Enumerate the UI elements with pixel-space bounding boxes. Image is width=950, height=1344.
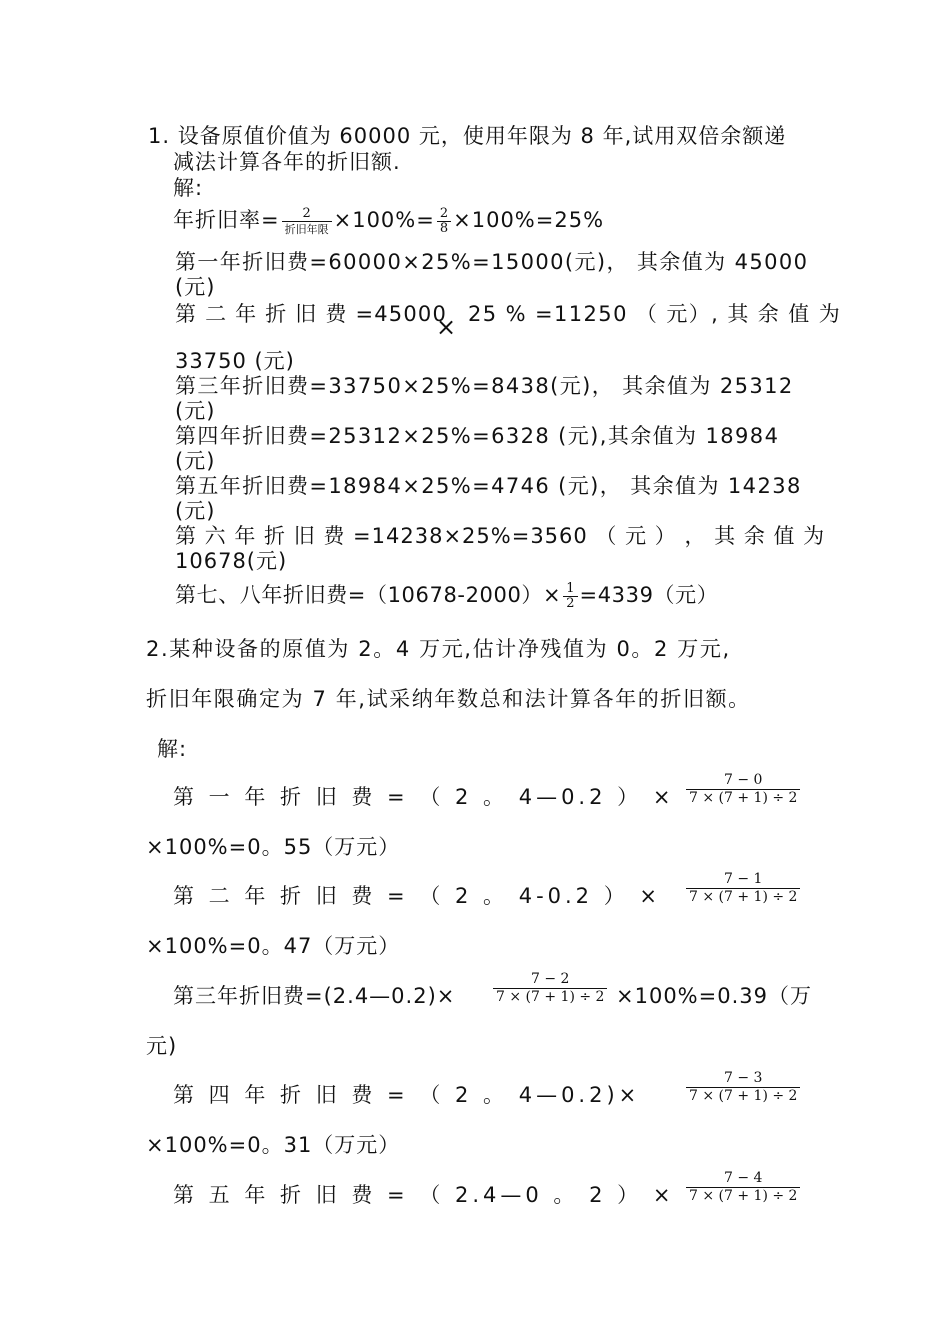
q2-year2-numerator: 7 − 1 <box>724 871 763 887</box>
q1-year2-line-c: 33750 (元) <box>175 349 295 373</box>
q2-year1-fraction <box>686 772 800 807</box>
q2-year3-fraction <box>493 971 607 1006</box>
q2-year1-fraction-wrap <box>684 772 802 807</box>
q2-year5-expr: 第 五 年 折 旧 费 = （ 2.4—0 。 2 ） × <box>173 1183 675 1207</box>
q2-solution-label: 解: <box>157 737 188 761</box>
rate-fraction-2 <box>437 207 451 236</box>
q1-year3-unit: (元) <box>175 399 216 423</box>
q2-year1-expr: 第 一 年 折 旧 费 = （ 2 。 4—0.2 ） × <box>173 785 675 809</box>
q2-year4-expr: 第 四 年 折 旧 费 = （ 2 。 4—0.2)× <box>173 1083 641 1107</box>
rate-fraction-1 <box>282 206 332 237</box>
q2-year2-result: ×100%=0。47（万元） <box>146 934 401 958</box>
rate-prefix: 年折旧率= <box>173 208 280 232</box>
y78-prefix: 第七、八年折旧费=（10678-2000）× <box>175 583 562 607</box>
q2-year4-result: ×100%=0。31（万元） <box>146 1133 401 1157</box>
q1-year2-line-b: 25 % =11250 （ 元）, 其 余 值 为 <box>468 302 842 326</box>
q2-year5-fraction-wrap <box>684 1170 802 1205</box>
q1-year4-unit: (元) <box>175 449 216 473</box>
q2-year2-fraction <box>686 871 800 906</box>
q2-year3-denominator: 7 × (7 + 1) ÷ 2 <box>493 988 607 1006</box>
y78-suffix: =4339（元） <box>579 583 719 607</box>
y78-denominator: 2 <box>563 596 577 611</box>
q1-year1-unit: (元) <box>175 275 216 299</box>
q2-year4-numerator: 7 − 3 <box>724 1070 763 1086</box>
rate-suffix: ×100%=25% <box>453 208 605 232</box>
q1-line2: 减法计算各年的折旧额. <box>173 150 401 174</box>
q2-year4-denominator: 7 × (7 + 1) ÷ 2 <box>686 1087 800 1105</box>
q1-year78-line <box>175 576 718 614</box>
q2-year3-result-b: 元) <box>146 1034 178 1058</box>
q2-year1-denominator: 7 × (7 + 1) ÷ 2 <box>686 789 800 807</box>
y78-numerator: 1 <box>566 580 575 596</box>
q1-year6-unit: 10678(元) <box>175 549 288 573</box>
q1-line1: 1. 设备原值价值为 60000 元，使用年限为 8 年,试用双倍余额递 <box>148 124 787 148</box>
q1-year2-line-a: 第 二 年 折 旧 费 =45000 <box>175 302 448 326</box>
q2-year4-fraction <box>686 1070 800 1105</box>
q1-year5-unit: (元) <box>175 499 216 523</box>
q2-year2-expr: 第 二 年 折 旧 费 = （ 2 。 4-0.2 ） × <box>173 884 661 908</box>
q2-year3-expr: 第三年折旧费=(2.4—0.2)× <box>173 984 456 1008</box>
q1-year3-line: 第三年折旧费=33750×25%=8438(元)， 其余值为 25312 <box>175 374 794 398</box>
q1-rate-formula <box>173 202 604 238</box>
q2-year5-denominator: 7 × (7 + 1) ÷ 2 <box>686 1187 800 1205</box>
q2-year5-fraction <box>686 1170 800 1205</box>
q2-year1-result: ×100%=0。55（万元） <box>146 835 401 859</box>
rate-fraction-2-numerator: 2 <box>439 205 449 221</box>
q2-year5-numerator: 7 − 4 <box>724 1170 763 1186</box>
q2-year2-fraction-wrap <box>684 871 802 906</box>
q1-year1-line: 第一年折旧费=60000×25%=15000(元)， 其余值为 45000 <box>175 250 809 274</box>
q2-year2-denominator: 7 × (7 + 1) ÷ 2 <box>686 888 800 906</box>
y78-fraction <box>563 582 577 611</box>
q1-year5-line: 第五年折旧费=18984×25%=4746 (元)， 其余值为 14238 <box>175 474 802 498</box>
q1-year4-line: 第四年折旧费=25312×25%=6328 (元),其余值为 18984 <box>175 424 780 448</box>
q1-year6-line: 第 六 年 折 旧 费 =14238×25%=3560 （ 元 ） ， 其 余 值 为 <box>175 524 826 548</box>
rate-fraction-1-numerator: 2 <box>302 205 311 221</box>
q2-year3-result-a: ×100%=0.39（万 <box>616 984 812 1008</box>
q2-year4-fraction-wrap <box>684 1070 802 1105</box>
rate-fraction-1-denominator: 折旧年限 <box>282 221 332 237</box>
rate-fraction-2-denominator: 8 <box>437 221 451 236</box>
q2-year3-fraction-wrap <box>491 971 609 1006</box>
q1-solution-label: 解: <box>173 176 204 200</box>
q2-year3-numerator: 7 − 2 <box>531 971 570 987</box>
q1-year2-times: × <box>436 313 458 341</box>
q2-line1: 2.某种设备的原值为 2。4 万元,估计净残值为 0。2 万元, <box>146 637 731 661</box>
q2-line2: 折旧年限确定为 7 年,试采纳年数总和法计算各年的折旧额。 <box>146 687 751 711</box>
q2-year1-numerator: 7 − 0 <box>724 772 763 788</box>
rate-mid: ×100%= <box>333 208 435 232</box>
